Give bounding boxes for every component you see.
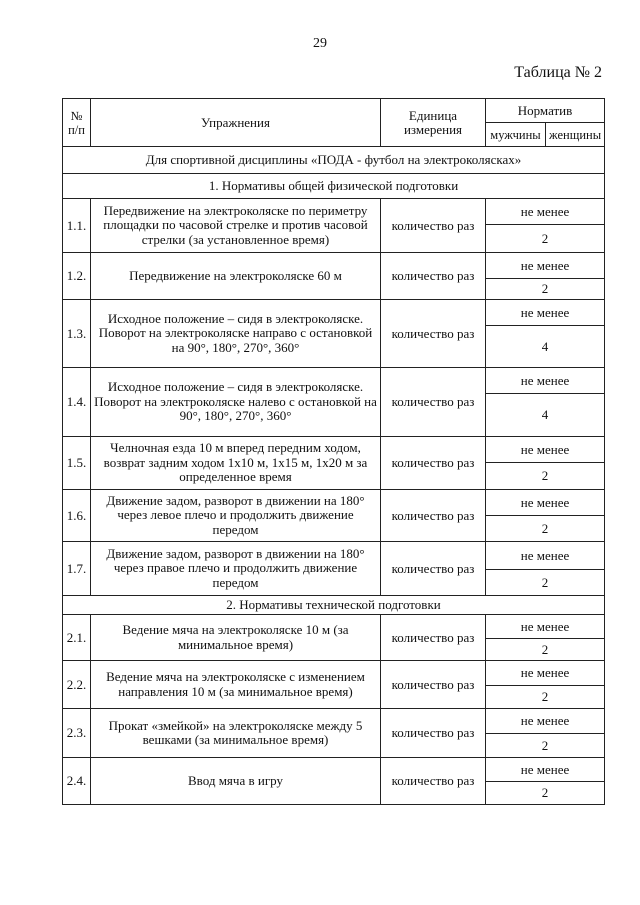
row-value: 2 — [486, 463, 605, 490]
row-unit: количество раз — [381, 615, 486, 661]
row-qualifier: не менее — [486, 199, 605, 225]
row-qualifier: не менее — [486, 758, 605, 782]
row-unit: количество раз — [381, 490, 486, 542]
row-value: 2 — [486, 279, 605, 300]
table-row — [63, 758, 605, 782]
table-row — [63, 199, 605, 225]
row-num: 1.1. — [63, 199, 91, 253]
table-row — [63, 542, 605, 570]
row-value: 2 — [486, 686, 605, 709]
table-row — [63, 661, 605, 686]
table-row — [63, 437, 605, 463]
row-num: 1.2. — [63, 253, 91, 300]
row-unit: количество раз — [381, 437, 486, 490]
row-qualifier: не менее — [486, 709, 605, 734]
row-num: 2.4. — [63, 758, 91, 805]
row-unit: количество раз — [381, 368, 486, 437]
row-exercise: Передвижение на электроколяске 60 м — [91, 253, 381, 300]
row-value: 2 — [486, 639, 605, 661]
row-value: 2 — [486, 516, 605, 542]
row-num: 1.3. — [63, 300, 91, 368]
row-qualifier: не менее — [486, 437, 605, 463]
row-exercise: Исходное положение – сидя в электроколяске. Поворот на электроколяске налево с остановкой на 90°, 180°, 270°, 360° — [91, 368, 381, 437]
header-num: № п/п — [63, 99, 91, 147]
row-value: 2 — [486, 782, 605, 805]
row-unit: количество раз — [381, 758, 486, 805]
row-num: 2.3. — [63, 709, 91, 758]
row-qualifier: не менее — [486, 661, 605, 686]
row-exercise: Передвижение на электроколяске по периметру площадки по часовой стрелке и против часовой стрелки (за установленное время) — [91, 199, 381, 253]
section-title: 1. Нормативы общей физической подготовки — [63, 174, 605, 199]
header-norm: Норматив — [486, 99, 605, 123]
row-qualifier: не менее — [486, 615, 605, 639]
row-unit: количество раз — [381, 709, 486, 758]
row-value: 2 — [486, 225, 605, 253]
table-row — [63, 709, 605, 734]
page-number: 29 — [313, 36, 327, 51]
section-title: 2. Нормативы технической подготовки — [63, 596, 605, 615]
row-unit: количество раз — [381, 199, 486, 253]
table-row — [63, 615, 605, 639]
row-exercise: Ввод мяча в игру — [91, 758, 381, 805]
row-qualifier: не менее — [486, 253, 605, 279]
row-value: 4 — [486, 326, 605, 368]
table-label: Таблица № 2 — [514, 64, 602, 81]
table-row — [63, 490, 605, 516]
row-qualifier: не менее — [486, 300, 605, 326]
row-unit: количество раз — [381, 661, 486, 709]
row-num: 2.1. — [63, 615, 91, 661]
row-exercise: Движение задом, разворот в движении на 180° через правое плечо и продолжить движение передом — [91, 542, 381, 596]
table-row — [63, 300, 605, 326]
row-exercise: Исходное положение – сидя в электроколяске. Поворот на электроколяске направо с остановкой на 90°, 180°, 270°, 360° — [91, 300, 381, 368]
header-exercise: Упражнения — [91, 99, 381, 147]
row-unit: количество раз — [381, 542, 486, 596]
row-exercise: Челночная езда 10 м вперед передним ходом, возврат задним ходом 1х10 м, 1х15 м, 1х20 м за определенное время — [91, 437, 381, 490]
row-num: 1.7. — [63, 542, 91, 596]
table-row — [63, 368, 605, 394]
row-qualifier: не менее — [486, 542, 605, 570]
row-exercise: Прокат «змейкой» на электроколяске между 5 вешками (за минимальное время) — [91, 709, 381, 758]
row-num: 2.2. — [63, 661, 91, 709]
row-exercise: Движение задом, разворот в движении на 180° через левое плечо и продолжить движение передом — [91, 490, 381, 542]
header-women: женщины — [546, 123, 605, 147]
row-num: 1.6. — [63, 490, 91, 542]
row-num: 1.5. — [63, 437, 91, 490]
discipline-row: Для спортивной дисциплины «ПОДА - футбол на электроколясках» — [63, 147, 605, 174]
row-qualifier: не менее — [486, 368, 605, 394]
row-value: 2 — [486, 570, 605, 596]
row-value: 2 — [486, 734, 605, 758]
header-unit: Единица измерения — [381, 99, 486, 147]
row-num: 1.4. — [63, 368, 91, 437]
row-unit: количество раз — [381, 300, 486, 368]
row-value: 4 — [486, 394, 605, 437]
norms-table — [62, 98, 605, 805]
table-row — [63, 253, 605, 279]
row-qualifier: не менее — [486, 490, 605, 516]
row-unit: количество раз — [381, 253, 486, 300]
header-men: мужчины — [486, 123, 546, 147]
row-exercise: Ведение мяча на электроколяске с изменением направления 10 м (за минимальное время) — [91, 661, 381, 709]
row-exercise: Ведение мяча на электроколяске 10 м (за минимальное время) — [91, 615, 381, 661]
